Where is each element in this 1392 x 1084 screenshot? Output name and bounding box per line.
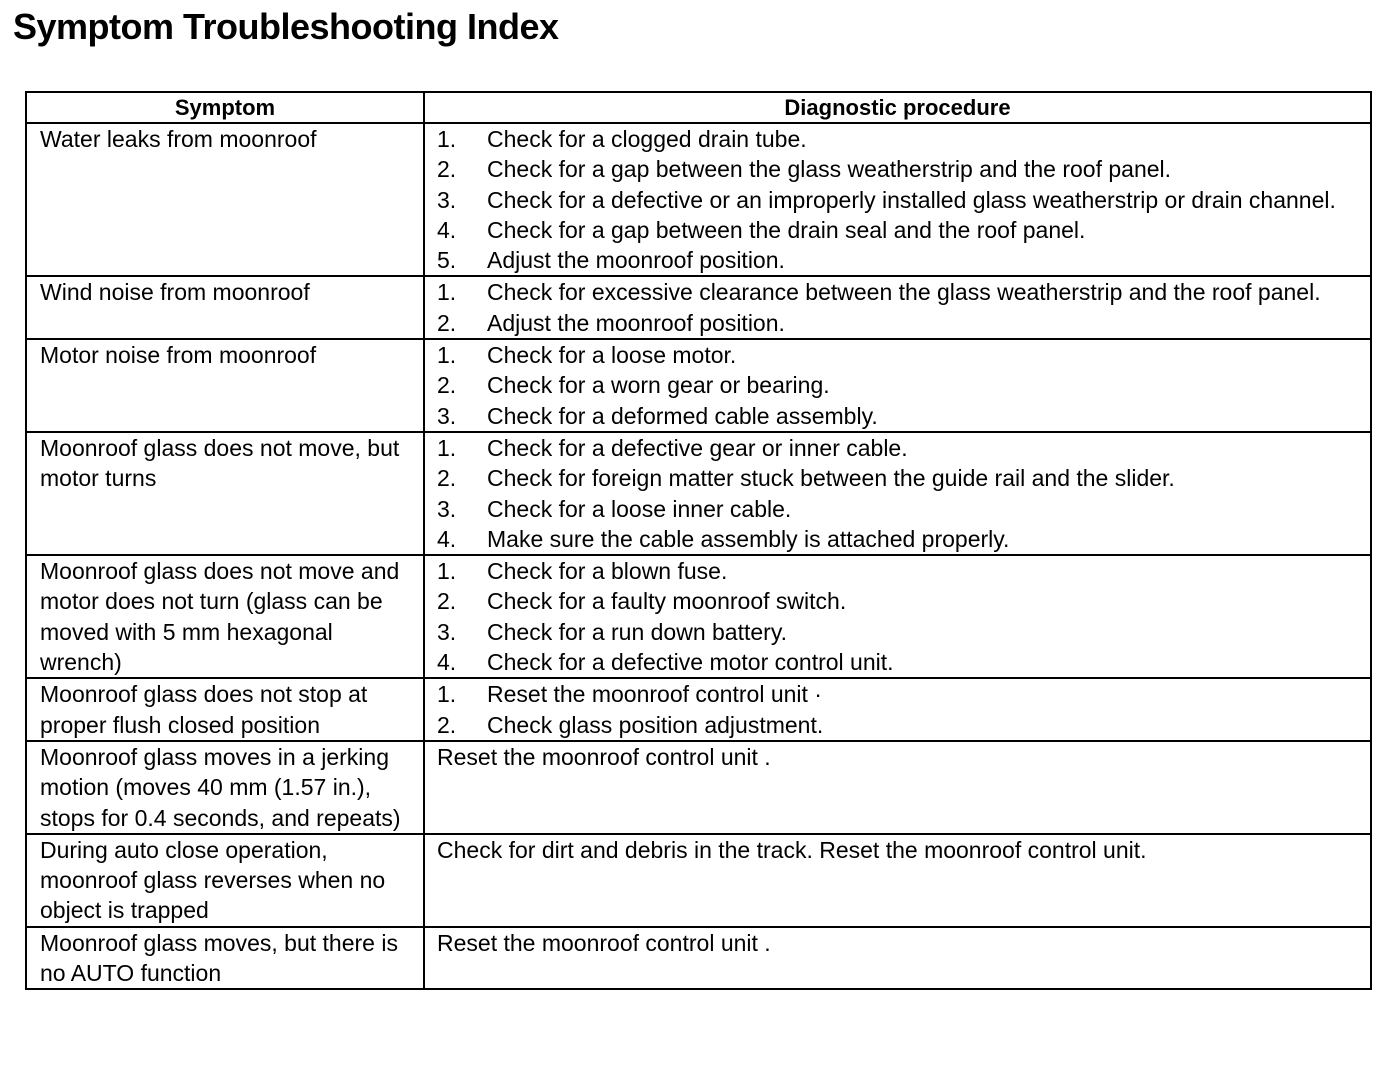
symptom-cell: Moonroof glass moves in a jerking motion (moves 40 mm (1.57 in.), stops for 0.4 seconds, and repeats)	[26, 741, 424, 834]
procedure-steps	[437, 679, 1360, 740]
procedure-step	[437, 556, 1360, 586]
procedure-step	[437, 370, 1360, 400]
step-number: 3.	[437, 186, 457, 213]
symptom-cell: Moonroof glass does not move, but motor turns	[26, 432, 424, 555]
procedure-cell	[424, 555, 1371, 678]
step-text: Check for a gap between the glass weatherstrip and the roof panel.	[487, 156, 1172, 183]
procedure-step	[437, 154, 1360, 184]
procedure-cell	[424, 741, 1371, 834]
step-number: 1.	[437, 681, 457, 708]
procedure-cell	[424, 276, 1371, 339]
table-row	[26, 741, 1371, 834]
procedure-step	[437, 710, 1360, 740]
procedure-step	[437, 185, 1360, 215]
step-text: Adjust the moonroof position.	[487, 247, 785, 274]
step-number: 3.	[437, 495, 457, 522]
step-text: Check for a defective or an improperly installed glass weatherstrip or drain channel.	[487, 186, 1336, 213]
procedure-cell	[424, 123, 1371, 276]
table-row	[26, 276, 1371, 339]
procedure-step	[437, 277, 1360, 307]
procedure-step	[437, 215, 1360, 245]
step-text: Check for a run down battery.	[487, 618, 787, 645]
symptom-cell: During auto close operation, moonroof glass reverses when no object is trapped	[26, 834, 424, 927]
symptom-cell: Wind noise from moonroof	[26, 276, 424, 339]
step-text: Reset the moonroof control unit ·	[487, 681, 822, 708]
step-number: 2.	[437, 372, 457, 399]
procedure-cell	[424, 339, 1371, 432]
step-number: 1.	[437, 434, 457, 461]
step-text: Check for a blown fuse.	[487, 558, 728, 585]
step-number: 2.	[437, 711, 457, 738]
procedure-steps	[437, 433, 1360, 554]
step-text: Check for excessive clearance between the glass weatherstrip and the roof panel.	[487, 279, 1321, 306]
procedure-step	[437, 340, 1360, 370]
step-text: Check for a defective gear or inner cable.	[487, 434, 908, 461]
step-text: Adjust the moonroof position.	[487, 309, 785, 336]
step-number: 4.	[437, 649, 457, 676]
table-header-row	[26, 92, 1371, 123]
procedure-step	[437, 433, 1360, 463]
procedure-steps	[437, 340, 1360, 431]
troubleshooting-table	[25, 91, 1372, 990]
step-number: 4.	[437, 216, 457, 243]
step-number: 1.	[437, 126, 457, 152]
procedure-step	[437, 647, 1360, 677]
procedure-steps	[437, 556, 1360, 677]
page-title: Symptom Troubleshooting Index	[13, 6, 559, 47]
symptom-cell: Motor noise from moonroof	[26, 339, 424, 432]
step-number: 2.	[437, 465, 457, 492]
procedure-step	[437, 494, 1360, 524]
procedure-text: Reset the moonroof control unit .	[437, 743, 771, 770]
step-text: Check for a loose inner cable.	[487, 495, 792, 522]
procedure-cell	[424, 927, 1371, 990]
procedure-column-header: Diagnostic procedure	[424, 92, 1371, 123]
procedure-step	[437, 586, 1360, 616]
step-number: 3.	[437, 402, 457, 429]
step-text: Check for a clogged drain tube.	[487, 126, 807, 152]
symptom-cell: Moonroof glass does not move and motor does not turn (glass can be moved with 5 mm hexagonal wrench)	[26, 555, 424, 678]
table-row	[26, 339, 1371, 432]
symptom-cell: Moonroof glass does not stop at proper flush closed position	[26, 678, 424, 741]
step-text: Check for a faulty moonroof switch.	[487, 588, 847, 615]
step-number: 1.	[437, 279, 457, 306]
procedure-step	[437, 124, 1360, 154]
procedure-steps	[437, 124, 1360, 275]
procedure-step	[437, 245, 1360, 275]
step-number: 2.	[437, 156, 457, 183]
step-text: Check for a deformed cable assembly.	[487, 402, 878, 429]
step-number: 3.	[437, 618, 457, 645]
table-row	[26, 834, 1371, 927]
procedure-step	[437, 524, 1360, 554]
symptom-column-header: Symptom	[26, 92, 424, 123]
step-number: 1.	[437, 558, 457, 585]
procedure-cell	[424, 834, 1371, 927]
symptom-cell: Moonroof glass moves, but there is no AUTO function	[26, 927, 424, 990]
procedure-text: Reset the moonroof control unit .	[437, 929, 771, 956]
table-row	[26, 555, 1371, 678]
step-number: 4.	[437, 525, 457, 552]
step-text: Check for a loose motor.	[487, 342, 737, 369]
step-text: Make sure the cable assembly is attached properly.	[487, 525, 1010, 552]
step-text: Check for foreign matter stuck between the guide rail and the slider.	[487, 465, 1175, 492]
symptom-cell: Water leaks from moonroof	[26, 123, 424, 276]
table-row	[26, 432, 1371, 555]
table-row	[26, 927, 1371, 990]
step-number: 1.	[437, 342, 457, 369]
procedure-step	[437, 617, 1360, 647]
procedure-step	[437, 679, 1360, 709]
procedure-text: Check for dirt and debris in the track. Reset the moonroof control unit.	[437, 836, 1147, 863]
table-row	[26, 123, 1371, 276]
procedure-step	[437, 401, 1360, 431]
procedure-step	[437, 463, 1360, 493]
step-number: 2.	[437, 588, 457, 615]
step-text: Check for a worn gear or bearing.	[487, 372, 830, 399]
procedure-cell	[424, 432, 1371, 555]
step-text: Check for a defective motor control unit.	[487, 649, 894, 676]
step-number: 5.	[437, 247, 457, 274]
step-number: 2.	[437, 309, 457, 336]
procedure-step	[437, 308, 1360, 338]
procedure-steps	[437, 277, 1360, 338]
procedure-cell	[424, 678, 1371, 741]
step-text: Check glass position adjustment.	[487, 711, 824, 738]
step-text: Check for a gap between the drain seal and the roof panel.	[487, 216, 1086, 243]
table-row	[26, 678, 1371, 741]
